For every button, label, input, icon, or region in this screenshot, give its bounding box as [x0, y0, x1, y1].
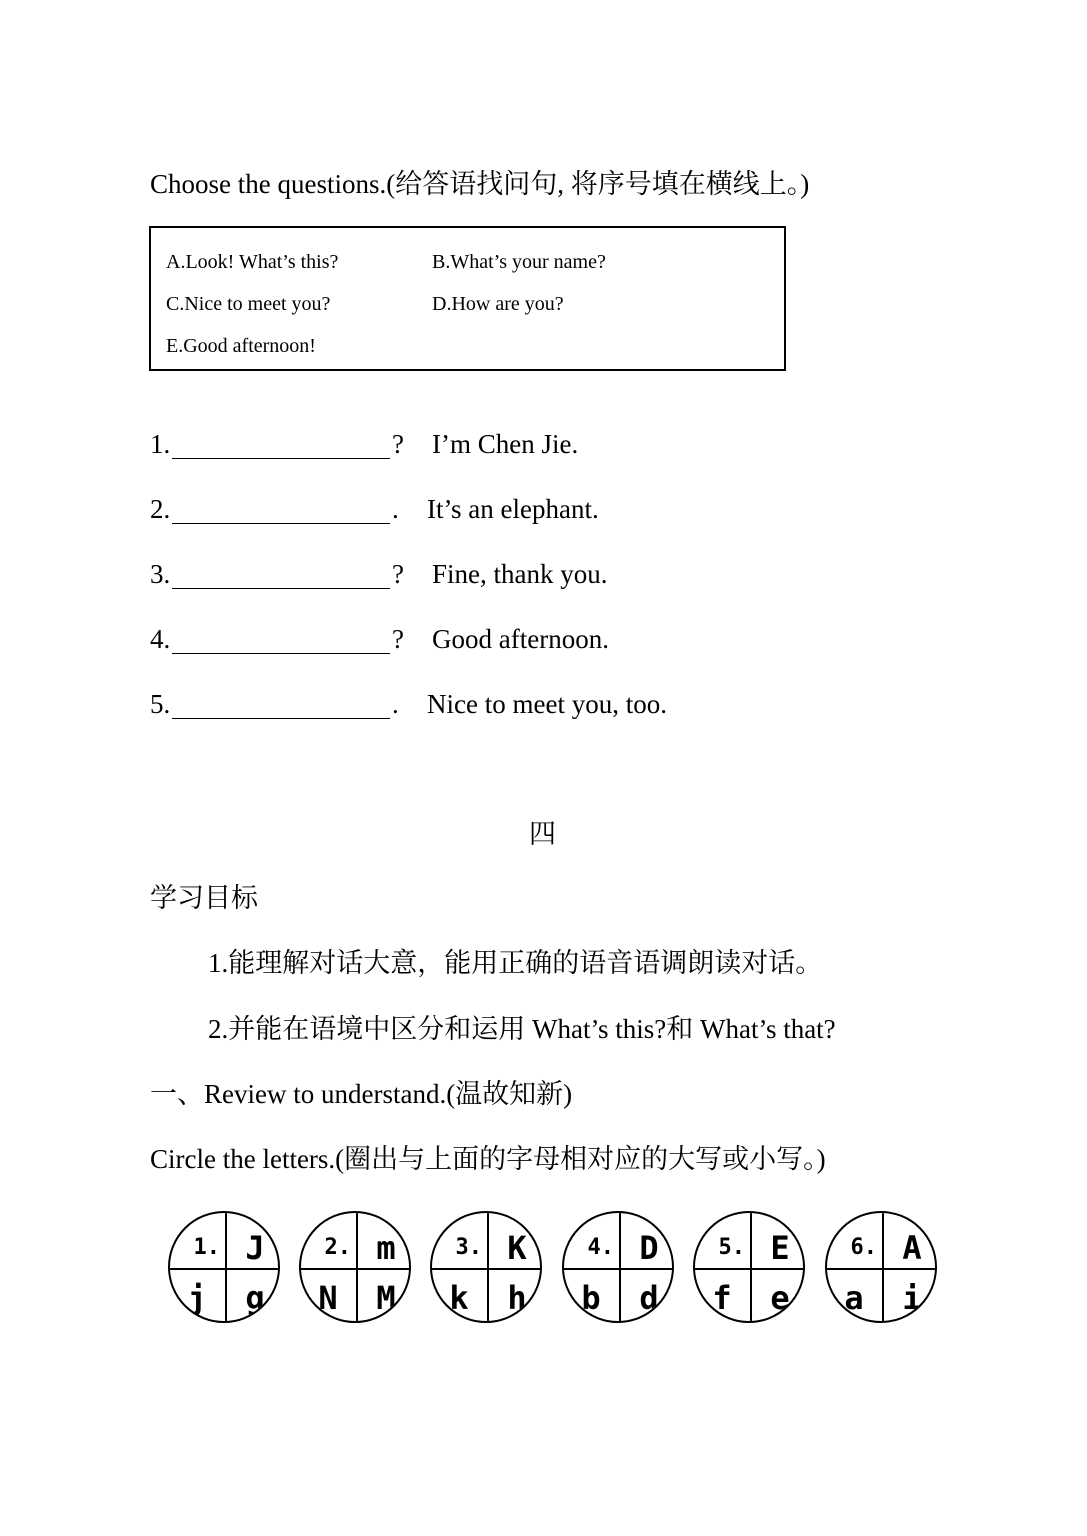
- question-number: 1.: [150, 429, 171, 459]
- answer-blank[interactable]: [172, 629, 390, 654]
- question-punct: .: [392, 689, 399, 719]
- option-b: B.What’s your name?: [432, 251, 606, 273]
- circle-number: 4.: [587, 1235, 614, 1260]
- target-letter: m: [376, 1229, 396, 1267]
- letter-circle-6: [825, 1211, 937, 1323]
- option-e: E.Good afternoon!: [166, 335, 316, 357]
- answer-blank[interactable]: [172, 499, 390, 524]
- choice-letter[interactable]: N: [318, 1279, 338, 1317]
- choice-letter[interactable]: M: [376, 1279, 396, 1317]
- answer-text: Good afternoon.: [432, 624, 609, 654]
- answer-text: It’s an elephant.: [427, 494, 599, 524]
- circle-number: 1.: [193, 1235, 220, 1260]
- choice-letter[interactable]: i: [902, 1279, 922, 1317]
- answer-text: Fine, thank you.: [432, 559, 608, 589]
- target-letter: K: [507, 1229, 527, 1267]
- choice-letter[interactable]: b: [581, 1279, 601, 1317]
- choice-letter[interactable]: k: [449, 1279, 469, 1317]
- answer-text: Nice to meet you, too.: [427, 689, 667, 719]
- letter-circle-1: [168, 1211, 280, 1323]
- answer-blank[interactable]: [172, 694, 390, 719]
- goals-title: 学习目标: [150, 883, 258, 913]
- choice-letter[interactable]: j: [187, 1279, 207, 1317]
- question-punct: ?: [392, 429, 404, 459]
- question-punct: .: [392, 494, 399, 524]
- target-letter: D: [639, 1229, 659, 1267]
- target-letter: A: [902, 1229, 922, 1267]
- circle-number: 6.: [850, 1235, 877, 1260]
- goal-1: 1.能理解对话大意，能用正确的语音语调朗读对话。: [208, 948, 823, 978]
- circle-number: 5.: [718, 1235, 745, 1260]
- answer-text: I’m Chen Jie.: [432, 429, 579, 459]
- circle-instruction: Circle the letters.(圈出与上面的字母相对应的大写或小写。): [150, 1144, 826, 1174]
- circle-number: 2.: [324, 1235, 351, 1260]
- letter-circle-4: [562, 1211, 674, 1323]
- options-box: [149, 226, 786, 371]
- review-heading: 一、Review to understand.(温故知新): [150, 1079, 573, 1109]
- goal-2: 2.并能在语境中区分和运用 What’s this?和 What’s that?: [208, 1014, 836, 1044]
- choice-letter[interactable]: g: [245, 1279, 265, 1317]
- option-a: A.Look! What’s this?: [166, 251, 339, 273]
- choose-questions-heading: Choose the questions.(给答语找问句, 将序号填在横线上。): [150, 169, 810, 199]
- choice-letter[interactable]: a: [844, 1279, 864, 1317]
- choice-letter[interactable]: d: [639, 1279, 659, 1317]
- choice-letter[interactable]: f: [712, 1279, 732, 1317]
- choice-letter[interactable]: h: [507, 1279, 527, 1317]
- question-punct: ?: [392, 559, 404, 589]
- answer-blank[interactable]: [172, 434, 390, 459]
- circle-number: 3.: [455, 1235, 482, 1260]
- question-number: 4.: [150, 624, 171, 654]
- question-number: 5.: [150, 689, 171, 719]
- question-number: 3.: [150, 559, 171, 589]
- letter-circle-5: [693, 1211, 805, 1323]
- lesson-number: 四: [529, 819, 556, 849]
- question-punct: ?: [392, 624, 404, 654]
- choice-letter[interactable]: e: [770, 1279, 790, 1317]
- target-letter: J: [245, 1229, 265, 1267]
- option-c: C.Nice to meet you?: [166, 293, 331, 315]
- option-d: D.How are you?: [432, 293, 564, 315]
- target-letter: E: [770, 1229, 790, 1267]
- letter-circle-3: [430, 1211, 542, 1323]
- answer-blank[interactable]: [172, 564, 390, 589]
- letter-circle-2: [299, 1211, 411, 1323]
- question-number: 2.: [150, 494, 171, 524]
